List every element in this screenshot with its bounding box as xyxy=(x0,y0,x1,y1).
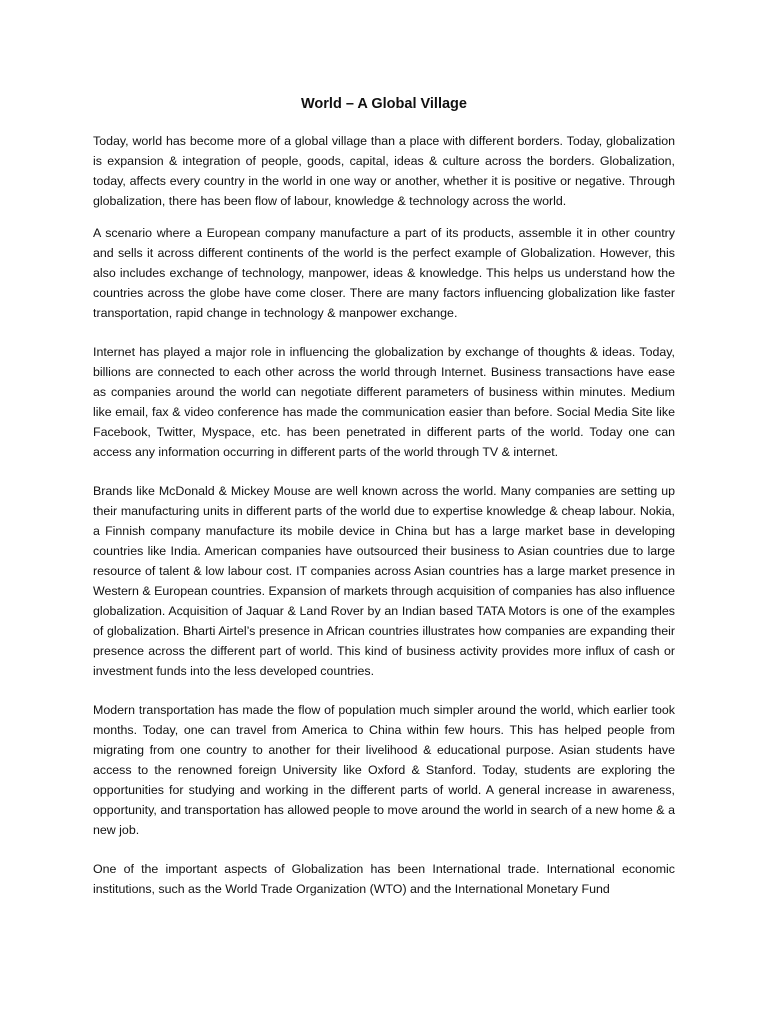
paragraph-brands: Brands like McDonald & Mickey Mouse are well known across the world. Many companies are setting up their manufacturing units in different parts of the world due to expertise knowledge & cheap labour. Nokia, a Finnish company manufacture its mobile device in China but has a large market base in developing countries like India. American companies have outsourced their business to Asian countries due to large resource of talent & low labour cost. IT companies across Asian countries has a large market presence in Western & European countries. Expansion of markets through acquisition of companies has also influence globalization. Acquisition of Jaquar & Land Rover by an Indian based TATA Motors is one of the examples of globalization. Bharti Airtel’s presence in African countries illustrates how companies are expanding their presence across the different part of world. This kind of business activity provides more influx of cash or investment funds into the less developed countries. xyxy=(93,484,675,678)
document-body xyxy=(93,131,675,899)
paragraph-global-village: Today, world has become more of a global village than a place with different borders. Today, globalization is expansion & integration of people, goods, capital, ideas & culture across the borders. Globalization, today, affects every country in the world in one way or another, whether it is positive or negative. Through globalization, there has been flow of labour, knowledge & technology across the world. xyxy=(93,134,675,208)
paragraph-international-trade: One of the important aspects of Globalization has been International trade. International economic institutions, such as the World Trade Organization (WTO) and the International Monetary Fund xyxy=(93,862,675,896)
document-title: World – A Global Village xyxy=(301,96,467,112)
paragraph-transportation: Modern transportation has made the flow of population much simpler around the world, which earlier took months. Today, one can travel from America to China within few hours. This has helped people from migrating from one country to another for their livelihood & educational purpose. Asian students have access to the renowned foreign University like Oxford & Stanford. Today, students are exploring the opportunities for studying and working in the different parts of world. A general increase in awareness, opportunity, and transportation has allowed people to move around the world in search of a new home & a new job. xyxy=(93,703,675,837)
paragraph-internet: Internet has played a major role in influencing the globalization by exchange of thoughts & ideas. Today, billions are connected to each other across the world through Internet. Business transactions have ease as companies around the world can negotiate different parameters of business within minutes. Medium like email, fax & video conference has made the communication easier than before. Social Media Site like Facebook, Twitter, Myspace, etc. has been penetrated in different parts of the world. Today one can access any information occurring in different parts of the world through TV & internet. xyxy=(93,345,675,459)
paragraph-european-company: A scenario where a European company manufacture a part of its products, assemble it in other country and sells it across different continents of the world is the perfect example of Globalization. However, this also includes exchange of technology, manpower, ideas & knowledge. This helps us understand how the countries across the globe have come closer. There are many factors influencing globalization like faster transportation, rapid change in technology & manpower exchange. xyxy=(93,226,675,320)
